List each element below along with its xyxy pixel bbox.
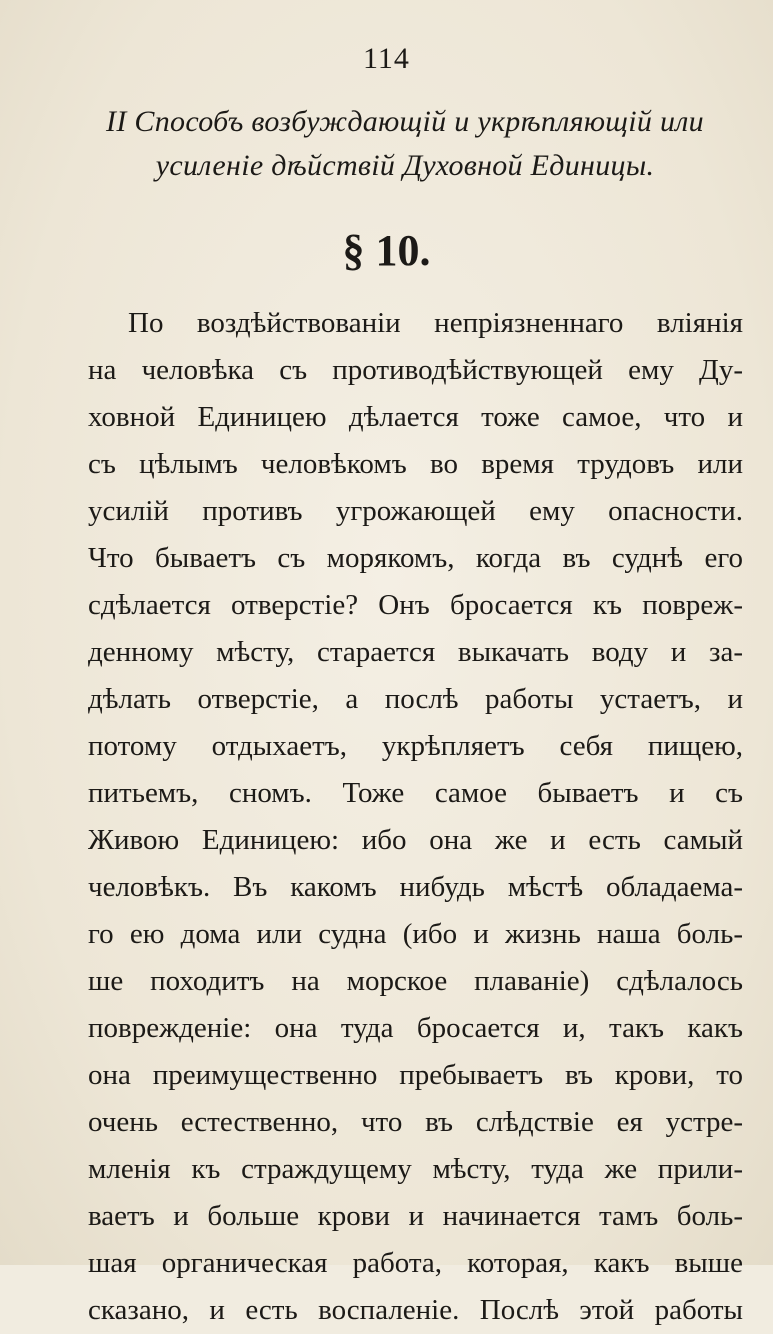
text-line: сказано, и есть воспаленіе. Послѣ этой работы: [88, 1294, 743, 1326]
text-line: ваетъ и больше крови и начинается тамъ боль-: [88, 1200, 743, 1232]
text-line: шая органическая работа, которая, какъ выше: [88, 1247, 743, 1279]
text-line: усилій противъ угрожающей ему опасности.: [88, 495, 743, 527]
text-line: Что бываетъ съ морякомъ, когда въ суднѣ его: [88, 542, 743, 574]
text-line: По воздѣйствованіи непріязненнаго вліянія: [128, 307, 743, 339]
subtitle-line: II Способъ возбуждающій и укрѣпляющій или: [106, 105, 704, 138]
body-paragraph: [88, 300, 743, 1334]
text-line: Живою Единицею: ибо она же и есть самый: [88, 824, 743, 856]
chapter-subtitle: [60, 100, 750, 188]
text-line: ше походитъ на морское плаваніе) сдѣлалось: [88, 965, 743, 997]
text-line: потому отдыхаетъ, укрѣпляетъ себя пищею,: [88, 730, 743, 762]
text-line: дѣлать отверстіе, а послѣ работы устаетъ, и: [88, 683, 743, 715]
page-number: 114: [363, 42, 410, 75]
section-heading: § 10.: [342, 226, 431, 275]
text-line: съ цѣлымъ человѣкомъ во время трудовъ или: [88, 448, 743, 480]
text-line: сдѣлается отверстіе? Онъ бросается къ повреж-: [88, 589, 743, 621]
text-line: го ею дома или судна (ибо и жизнь наша боль-: [88, 918, 743, 950]
text-line: очень естественно, что въ слѣдствіе ея устре-: [88, 1106, 743, 1138]
text-line: ховной Единицею дѣлается тоже самое, что и: [88, 401, 743, 433]
text-line: она преимущественно пребываетъ въ крови, то: [88, 1059, 743, 1091]
subtitle-line: усиленіе дѣйствій Духовной Единицы.: [155, 149, 655, 182]
text-line: мленія къ страждущему мѣсту, туда же прили-: [88, 1153, 743, 1185]
text-line: денному мѣсту, старается выкачать воду и за-: [88, 636, 743, 668]
text-line: человѣкъ. Въ какомъ нибудь мѣстѣ обладаема-: [88, 871, 743, 903]
text-line: питьемъ, сномъ. Тоже самое бываетъ и съ: [88, 777, 743, 809]
text-line: поврежденіе: она туда бросается и, такъ какъ: [88, 1012, 743, 1044]
text-line: на человѣка съ противодѣйствующей ему Ду-: [88, 354, 743, 386]
